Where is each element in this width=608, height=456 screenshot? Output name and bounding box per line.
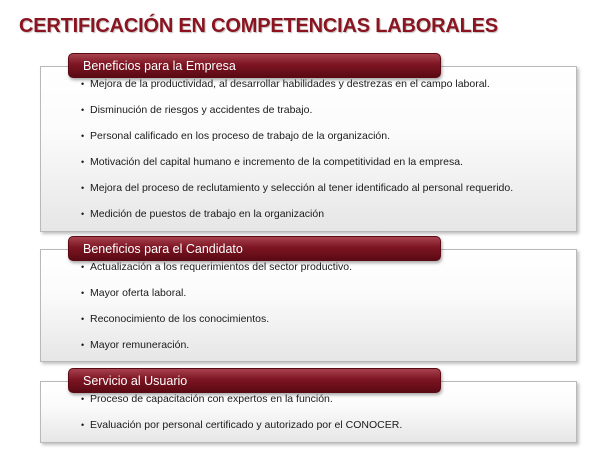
list-item: • Personal calificado en los proceso de trabajo de la organización. — [81, 129, 570, 155]
user-service-list — [81, 392, 570, 444]
benefits-company-header: Beneficios para la Empresa — [68, 53, 441, 78]
list-item: • Actualización a los requerimientos del sector productivo. — [81, 260, 570, 286]
list-item: • Evaluación por personal certificado y autorizado por el CONOCER. — [81, 418, 570, 444]
user-service-header: Servicio al Usuario — [68, 368, 441, 393]
benefits-company-list — [81, 77, 570, 233]
benefits-candidate-header: Beneficios para el Candidato — [68, 236, 441, 261]
list-item: • Proceso de capacitación con expertos en la función. — [81, 392, 570, 418]
benefits-company-panel — [40, 66, 577, 232]
list-item: • Reconocimiento de los conocimientos. — [81, 312, 570, 338]
page-title: CERTIFICACIÓN EN COMPETENCIAS LABORALES — [19, 15, 498, 37]
list-item: • Mejora de la productividad, al desarrollar habilidades y destrezas en el campo laboral. — [81, 77, 570, 103]
list-item: • Mejora del proceso de reclutamiento y selección al tener identificado al personal requerido. — [81, 181, 570, 207]
list-item: • Disminución de riesgos y accidentes de trabajo. — [81, 103, 570, 129]
list-item: • Mayor remuneración. — [81, 338, 570, 364]
list-item: • Motivación del capital humano e incremento de la competitividad en la empresa. — [81, 155, 570, 181]
benefits-candidate-panel — [40, 249, 577, 362]
list-item: • Medición de puestos de trabajo en la organización — [81, 207, 570, 233]
benefits-candidate-list — [81, 260, 570, 364]
list-item: • Mayor oferta laboral. — [81, 286, 570, 312]
